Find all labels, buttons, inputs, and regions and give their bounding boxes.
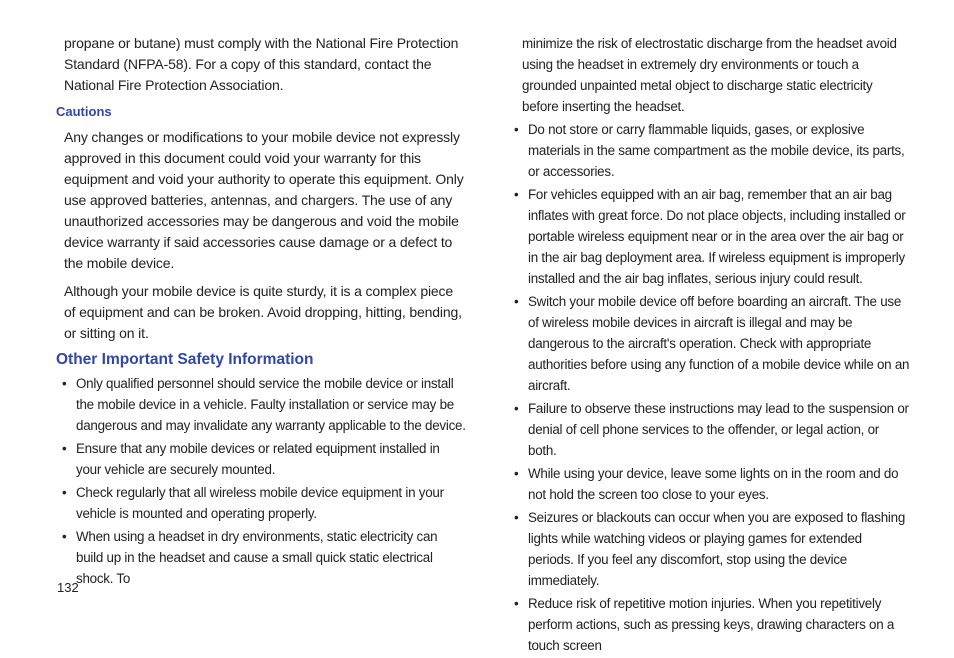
right-bullet-list — [508, 119, 910, 656]
cautions-paragraph-1: Any changes or modifications to your mobile device not expressly approved in this document could void your warranty for this equipment and void your authority to operate this equipment. Only use approved batteries, antennas, and chargers. The use of any unauthorized accessories may be dangerous and void the mobile device warranty if said accessories cause damage or a defect to the mobile device. — [64, 129, 464, 271]
list-item-text: For vehicles equipped with an air bag, remember that an air bag inflates with great force. Do not place objects, including installed or portable wireless equipment near or in the area over the air bag or in the air bag deployment area. If wireless equipment is improperly installed and the air bag inflates, serious injury could result. — [528, 187, 906, 286]
list-item — [56, 526, 466, 589]
list-item — [508, 507, 910, 591]
list-item-text: Only qualified personnel should service the mobile device or install the mobile device in a vehicle. Faulty installation or service may be dangerous and may invalidate any warranty applicable to the device. — [76, 376, 466, 433]
list-item-text: Switch your mobile device off before boarding an aircraft. The use of wireless mobile devices in aircraft is illegal and may be dangerous to the aircraft's operation. Check with appropriate authorities before using any function of a mobile device while on an aircraft. — [528, 294, 910, 393]
page-number: 132 — [57, 580, 79, 595]
list-item-text: Check regularly that all wireless mobile device equipment in your vehicle is mounted and operating properly. — [76, 485, 444, 521]
list-item-text: When using a headset in dry environments, static electricity can build up in the headset and cause a small quick static electrical shock. To — [76, 529, 438, 586]
right-column — [508, 33, 910, 658]
cautions-paragraph-2: Although your mobile device is quite sturdy, it is a complex piece of equipment and can be broken. Avoid dropping, hitting, bending, or sitting on it. — [64, 283, 462, 341]
list-item — [508, 291, 910, 396]
bullet-icon: • — [514, 596, 519, 611]
continued-paragraph: minimize the risk of electrostatic discharge from the headset avoid using the headset in extremely dry environments or touch a grounded unpainted metal object to discharge static electricity before inserting the headset. — [522, 36, 897, 114]
left-column — [56, 33, 466, 591]
list-item — [508, 593, 910, 656]
list-item — [508, 463, 910, 505]
list-item-text: While using your device, leave some lights on in the room and do not hold the screen too close to your eyes. — [528, 466, 899, 502]
list-item — [56, 438, 466, 480]
bullet-icon: • — [514, 466, 519, 481]
left-bullet-list — [56, 373, 466, 589]
list-item-text: Reduce risk of repetitive motion injuries. When you repetitively perform actions, such as pressing keys, drawing characters on a touch screen — [528, 596, 895, 653]
section-heading: Other Important Safety Information — [56, 351, 314, 368]
list-item — [56, 373, 466, 436]
bullet-icon: • — [62, 529, 67, 544]
intro-paragraph: propane or butane) must comply with the National Fire Protection Standard (NFPA-58). For a copy of this standard, contact the National Fire Protection Association. — [64, 35, 459, 93]
bullet-icon: • — [62, 485, 67, 500]
list-item — [508, 119, 910, 182]
list-item-text: Failure to observe these instructions may lead to the suspension or denial of cell phone services to the offender, or legal action, or both. — [528, 401, 909, 458]
list-item-text: Do not store or carry flammable liquids, gases, or explosive materials in the same compartment as the mobile device, its parts, or accessories. — [528, 122, 905, 179]
bullet-icon: • — [514, 510, 519, 525]
list-item — [56, 482, 466, 524]
bullet-icon: • — [62, 376, 67, 391]
bullet-icon: • — [514, 401, 519, 416]
bullet-icon: • — [514, 122, 519, 137]
bullet-icon: • — [514, 294, 519, 309]
list-item-text: Ensure that any mobile devices or related equipment installed in your vehicle are securely mounted. — [76, 441, 440, 477]
list-item-text: Seizures or blackouts can occur when you are exposed to flashing lights while watching videos or playing games for extended periods. If you feel any discomfort, stop using the device immediately. — [528, 510, 906, 588]
list-item — [508, 184, 910, 289]
list-item — [508, 398, 910, 461]
cautions-heading: Cautions — [56, 104, 112, 119]
bullet-icon: • — [62, 441, 67, 456]
bullet-icon: • — [514, 187, 519, 202]
